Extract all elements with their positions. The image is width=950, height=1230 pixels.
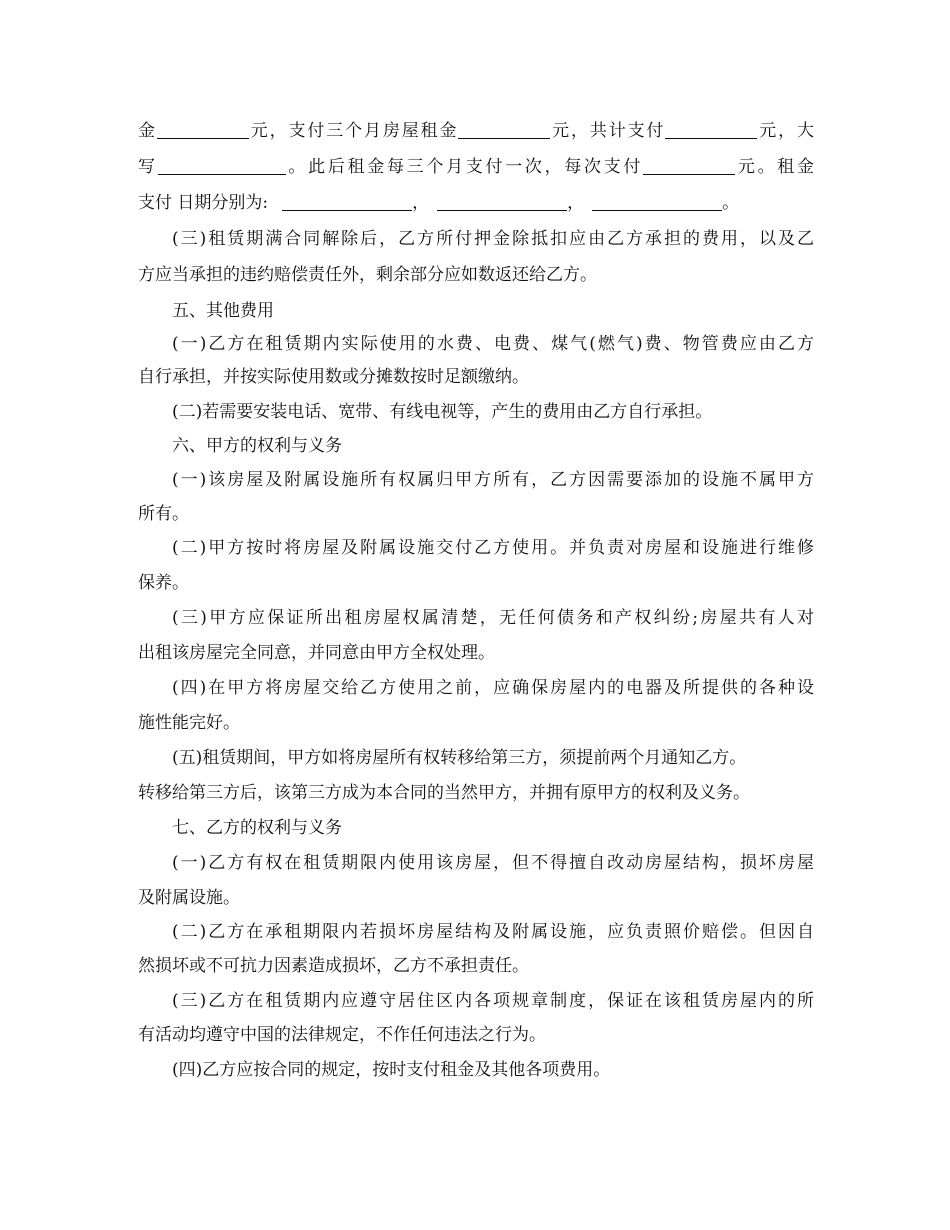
section-heading: 七、乙方的权利与义务 — [172, 818, 342, 838]
text-segment: 。 — [722, 193, 740, 213]
blank-field — [458, 119, 550, 139]
paragraph-line: (二)甲方按时将房屋及附属设施交付乙方使用。并负责对房屋和设施进行维修 — [172, 538, 814, 558]
text-segment: 。此后租金每三个月支付一次，每次支付 — [285, 157, 644, 177]
paragraph-line: (五)租赁期间，甲方如将房屋所有权转移给第三方，须提前两个月通知乙方。 — [172, 748, 747, 768]
paragraph-line: 然损坏或不可抗力因素造成损坏，乙方不承担责任。 — [138, 956, 529, 976]
text-segment: 元，大 — [757, 121, 815, 141]
text-segment: 元，共计支付 — [550, 121, 666, 141]
paragraph-line: 保养。 — [138, 573, 189, 593]
paragraph-line: (三)租赁期满合同解除后，乙方所付押金除抵扣应由乙方承担的费用，以及乙 — [172, 229, 814, 249]
blank-field — [592, 191, 722, 211]
paragraph-line: (四)在甲方将房屋交给乙方使用之前，应确保房屋内的电器及所提供的各种设 — [172, 678, 814, 698]
paragraph-line: 方应当承担的违约赔偿责任外，剩余部分应如数返还给乙方。 — [138, 265, 597, 285]
text-line — [138, 113, 814, 149]
blank-field — [158, 155, 286, 175]
paragraph-line: 施性能完好。 — [138, 713, 240, 733]
blank-field — [665, 119, 757, 139]
text-segment: 支付 日期分别为: — [138, 193, 269, 213]
text-segment: ， — [412, 193, 430, 213]
section-heading: 五、其他费用 — [172, 301, 274, 321]
text-segment: 写 — [138, 157, 158, 177]
text-line — [138, 185, 814, 221]
blank-field — [282, 191, 412, 211]
paragraph-line: (三)乙方在租赁期内应遵守居住区内各项规章制度，保证在该租赁房屋内的所 — [172, 991, 814, 1011]
text-segment: ， — [567, 193, 585, 213]
paragraph-line: (二)若需要安装电话、宽带、有线电视等，产生的费用由乙方自行承担。 — [172, 402, 713, 422]
paragraph-line: 及附属设施。 — [138, 888, 240, 908]
paragraph-line: (四)乙方应按合同的规定，按时支付租金及其他各项费用。 — [172, 1060, 611, 1080]
paragraph-line: (一)乙方有权在租赁期限内使用该房屋，但不得擅自改动房屋结构，损坏房屋 — [172, 853, 814, 873]
blank-field — [157, 119, 249, 139]
paragraph-line: 自行承担，并按实际使用数或分摊数按时足额缴纳。 — [138, 367, 529, 387]
paragraph-line: 有活动均遵守中国的法律规定，不作任何违法之行为。 — [138, 1025, 546, 1045]
paragraph-line: 转移给第三方后，该第三方成为本合同的当然甲方，并拥有原甲方的权利及义务。 — [138, 783, 750, 803]
text-line — [138, 149, 814, 185]
paragraph-line: (三)甲方应保证所出租房屋权属清楚，无任何债务和产权纠纷;房屋共有人对 — [172, 608, 814, 628]
text-segment: 金 — [138, 121, 157, 141]
paragraph-line: 所有。 — [138, 504, 189, 524]
paragraph-line: 出租该房屋完全同意，并同意由甲方全权处理。 — [138, 643, 495, 663]
paragraph-line: (一)乙方在租赁期内实际使用的水费、电费、煤气(燃气)费、物管费应由乙方 — [172, 334, 814, 354]
blank-field — [437, 191, 567, 211]
paragraph-line: (一)该房屋及附属设施所有权属归甲方所有，乙方因需要添加的设施不属甲方 — [172, 470, 814, 490]
text-segment: 元，支付三个月房屋租金 — [248, 121, 459, 141]
paragraph-line: (二)乙方在承租期限内若损坏房屋结构及附属设施，应负责照价赔偿。但因自 — [172, 922, 814, 942]
section-heading: 六、甲方的权利与义务 — [172, 436, 342, 456]
blank-field — [643, 155, 735, 175]
text-segment: 元。租金 — [735, 157, 815, 177]
